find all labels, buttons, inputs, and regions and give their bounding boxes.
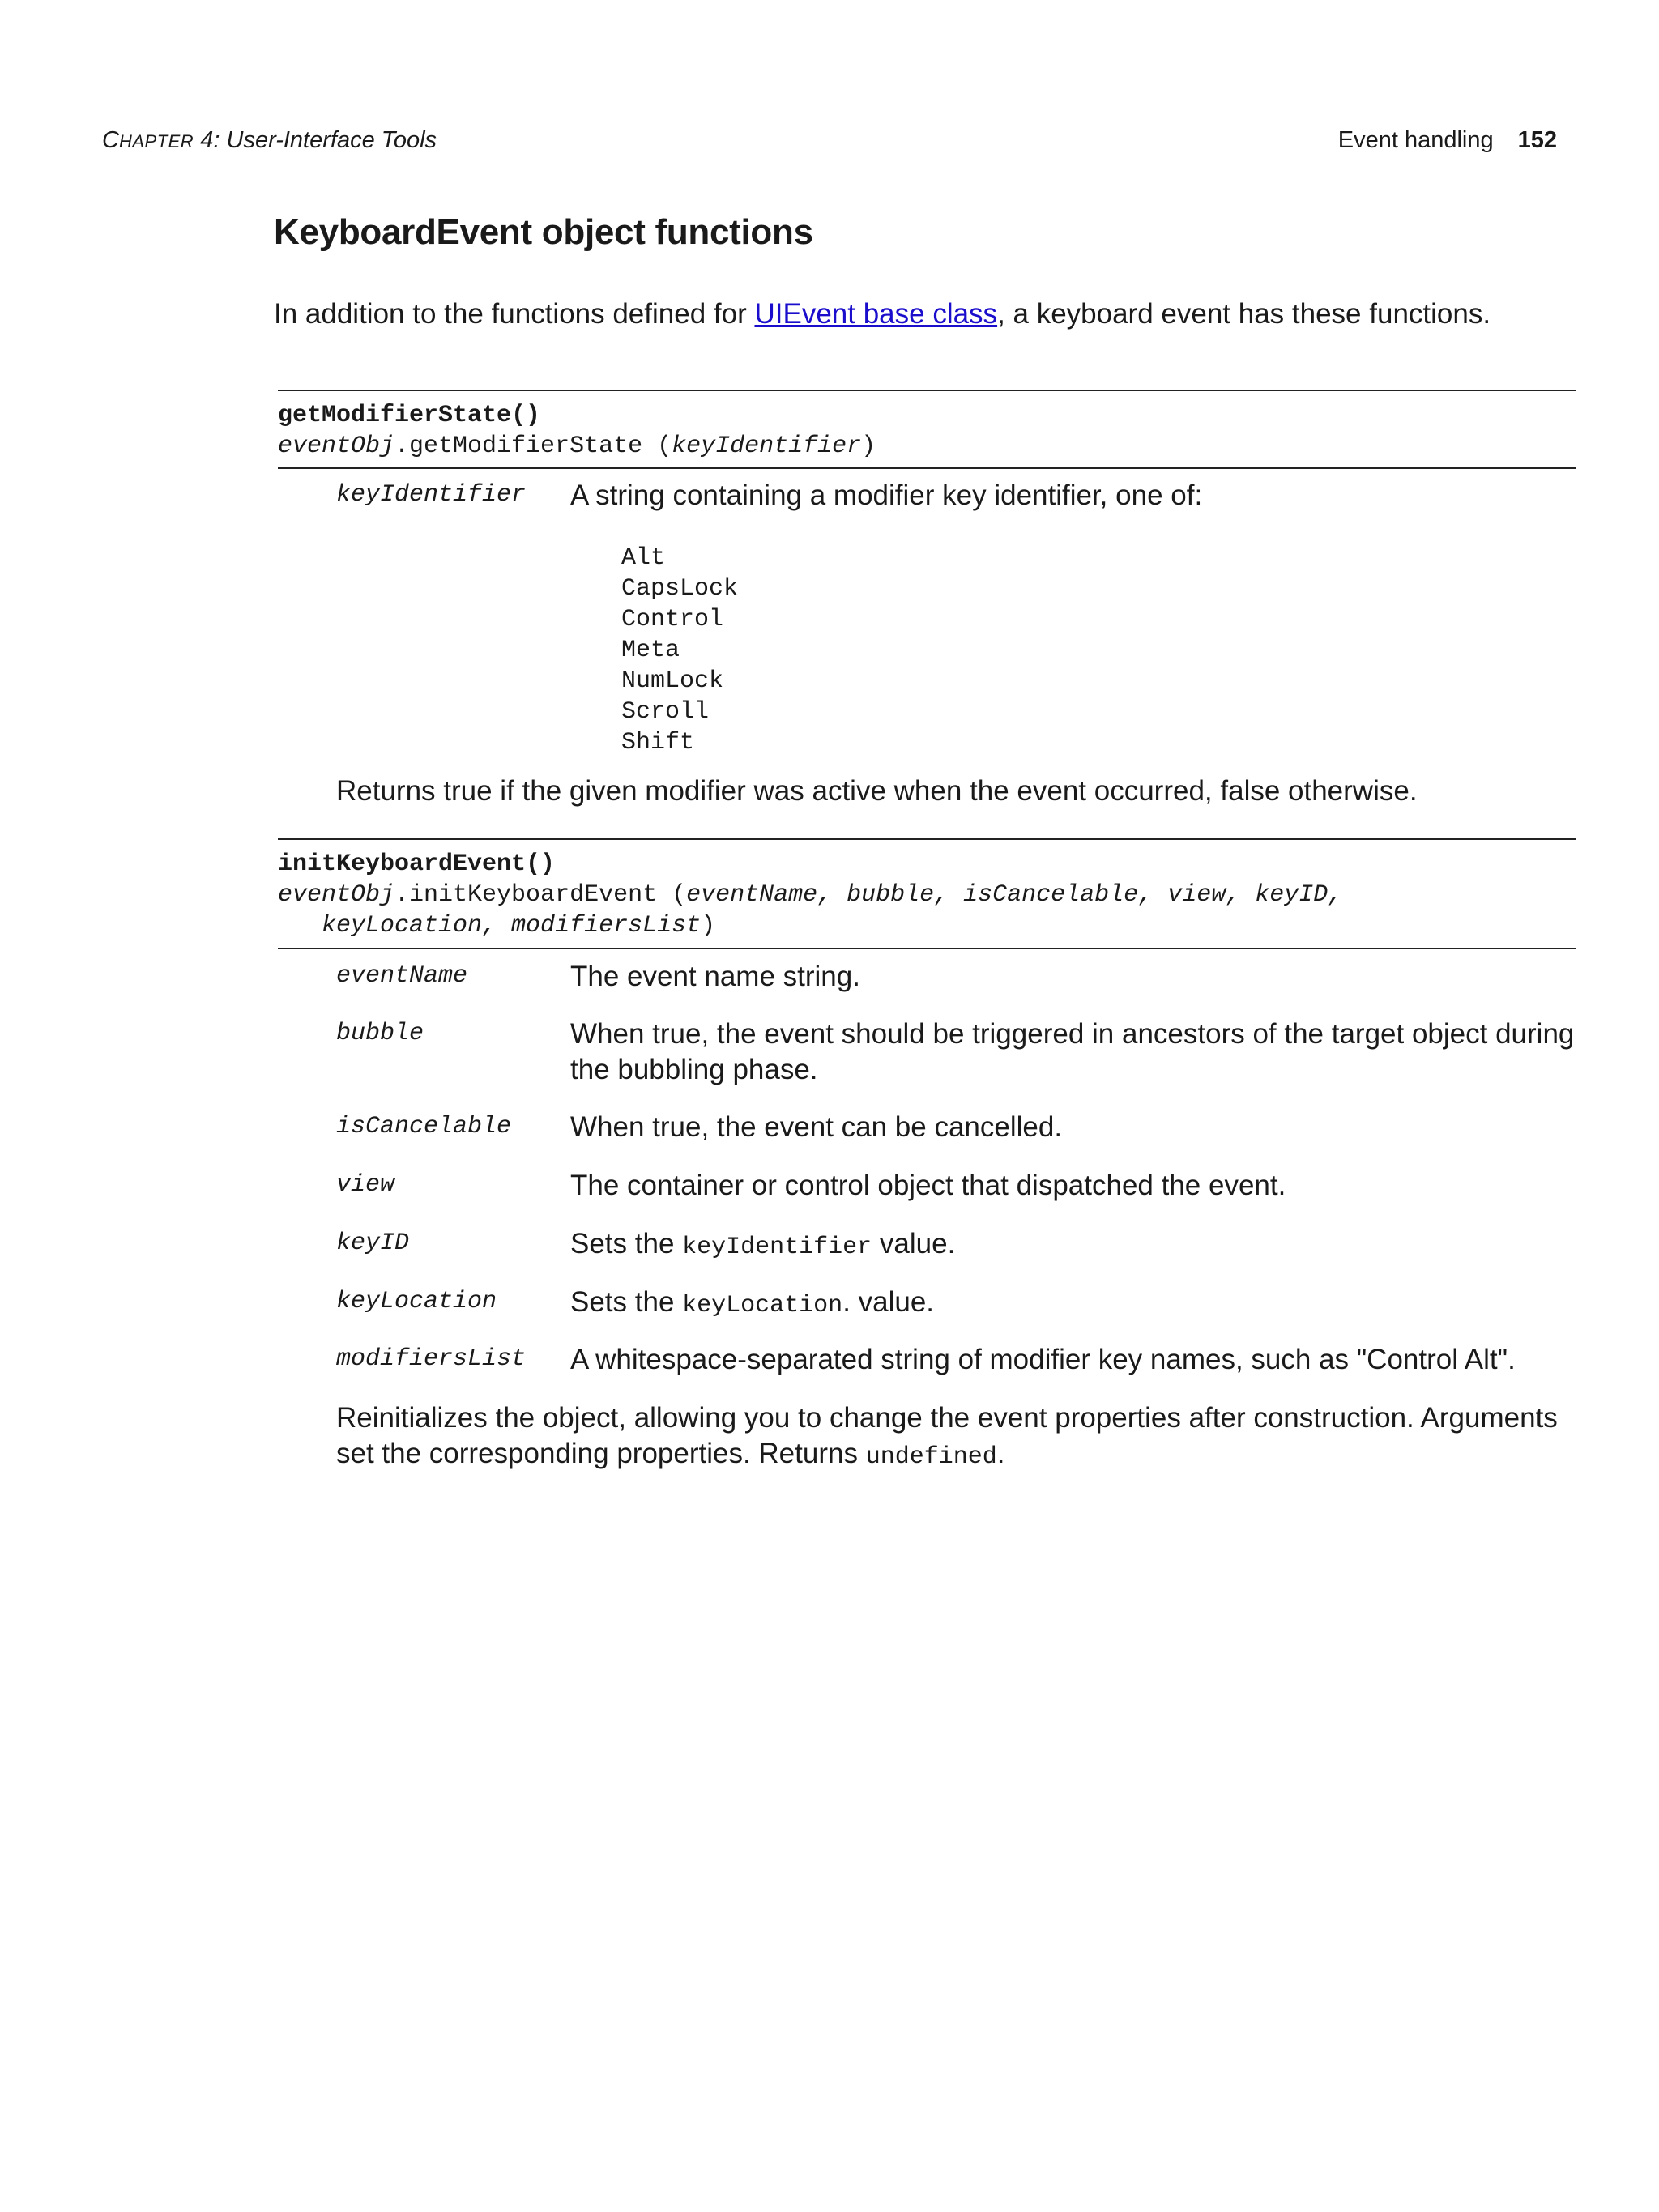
chapter-title: CHAPTER 4: User-Interface Tools	[102, 127, 437, 153]
divider	[278, 390, 1576, 391]
intro-paragraph: In addition to the functions defined for UIEvent base class, a keyboard event has these functions.	[274, 298, 1491, 330]
param-name: view	[336, 1171, 395, 1199]
param-desc: When true, the event can be cancelled.	[570, 1111, 1063, 1143]
param-desc: A whitespace-separated string of modifier key names, such as "Control Alt".	[570, 1344, 1516, 1375]
function-name: initKeyboardEvent()	[278, 850, 556, 878]
page-number: 152	[1517, 127, 1557, 153]
param-desc: A string containing a modifier key identifier, one of:	[570, 479, 1203, 511]
section-heading: KeyboardEvent object functions	[274, 212, 813, 252]
list-item: Scroll	[621, 698, 710, 726]
param-name: keyLocation	[336, 1288, 497, 1315]
function-signature: getModifierState() eventObj.getModifierState (keyIdentifier)	[278, 402, 876, 460]
param-name: modifiersList	[336, 1345, 527, 1373]
divider	[278, 948, 1576, 949]
list-item: Shift	[621, 729, 695, 757]
divider	[278, 838, 1576, 840]
list-item: NumLock	[621, 667, 724, 695]
function-signature: initKeyboardEvent() eventObj.initKeyboardEvent (eventName, bubble, isCancelable, view, keyID, keyLocation, modifiersList)	[278, 850, 1343, 940]
header-right	[1338, 127, 1557, 154]
divider	[278, 467, 1576, 469]
uievent-base-class-link[interactable]: UIEvent base class	[754, 298, 998, 330]
modifier-list	[621, 543, 738, 758]
returns-text: Returns true if the given modifier was active when the event occurred, false otherwise.	[336, 775, 1418, 807]
list-item: Meta	[621, 637, 680, 664]
list-item: CapsLock	[621, 575, 739, 603]
param-name: keyIdentifier	[336, 481, 527, 509]
param-desc: When true, the event should be triggered in ancestors of the target object during the bubbling phase.	[570, 1018, 1575, 1085]
param-desc: The container or control object that dispatched the event.	[570, 1170, 1286, 1201]
param-name: keyID	[336, 1230, 410, 1257]
param-name: bubble	[336, 1020, 424, 1047]
param-desc: Sets the keyLocation. value.	[570, 1286, 935, 1319]
running-header	[102, 127, 1557, 160]
param-name: eventName	[336, 962, 468, 990]
function-name: getModifierState()	[278, 402, 541, 429]
param-desc: Sets the keyIdentifier value.	[570, 1228, 956, 1261]
section-name: Event handling	[1337, 127, 1494, 153]
param-name: isCancelable	[336, 1113, 512, 1140]
list-item: Alt	[621, 544, 666, 572]
list-item: Control	[621, 606, 724, 633]
returns-text: Reinitializes the object, allowing you to change the event properties after construction. Arguments set the corresponding properties. Returns undefined.	[336, 1402, 1558, 1471]
param-desc: The event name string.	[570, 961, 860, 992]
